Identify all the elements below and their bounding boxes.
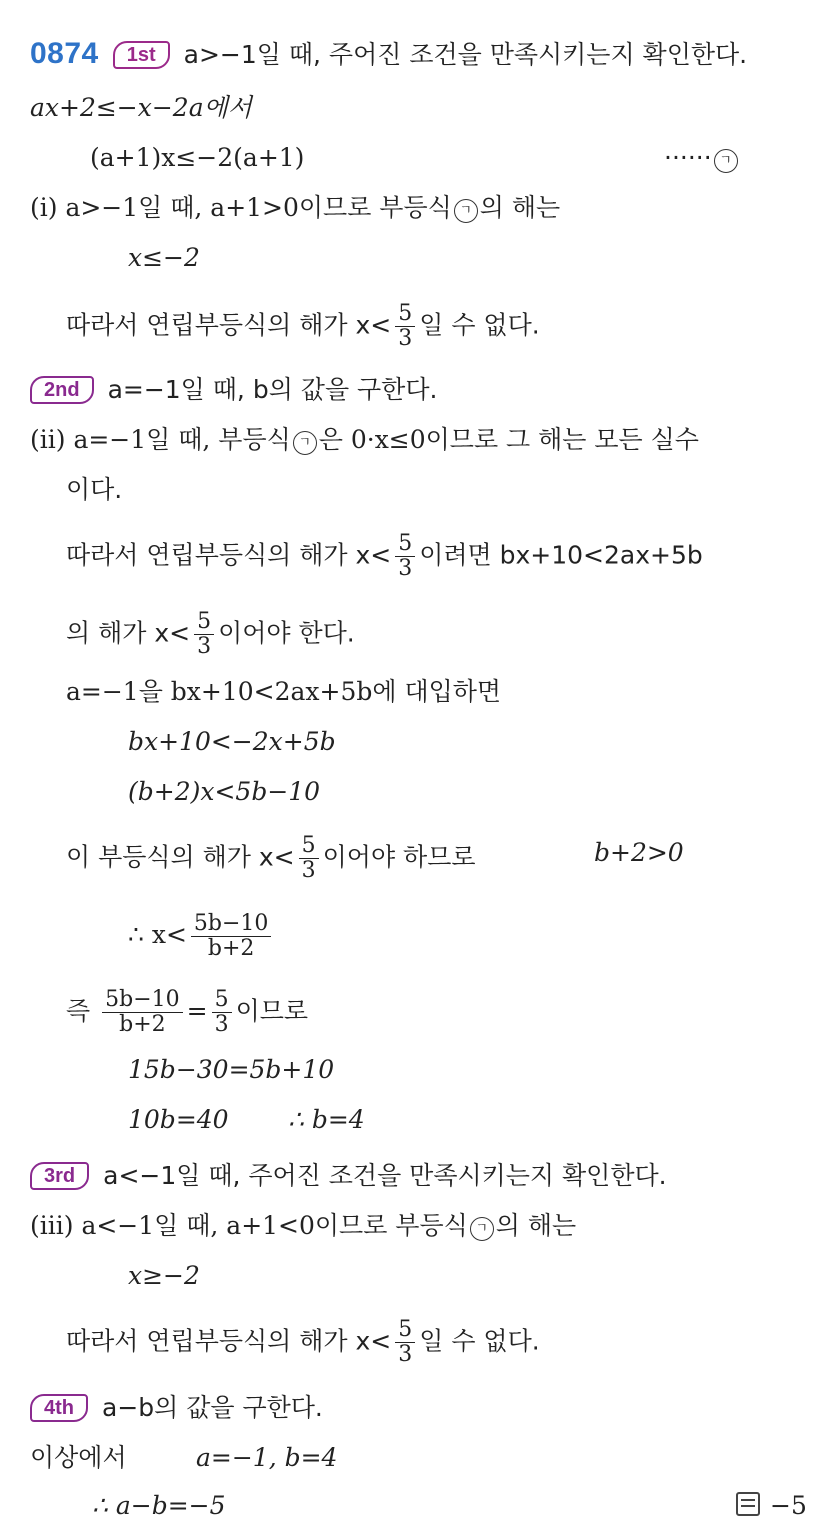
conclusion-text-end: 일 수 없다. (419, 310, 540, 340)
step1-line3 (30, 192, 560, 224)
case-iii-text-end: 의 해는 (495, 1211, 577, 1240)
denominator: b+2 (119, 1012, 166, 1037)
fraction (395, 302, 415, 351)
circle-giyeok-icon: ㄱ (714, 149, 738, 173)
numerator: 5 (194, 610, 214, 635)
dots: ······ (664, 143, 712, 172)
fraction (395, 1318, 415, 1367)
circle-giyeok-icon: ㄱ (470, 1217, 494, 1241)
denominator: 3 (398, 556, 413, 581)
answer (736, 1490, 807, 1522)
answer-value: −5 (770, 1491, 807, 1520)
fraction (299, 834, 319, 883)
step4-line2: ∴ a−b=−5 (92, 1491, 226, 1520)
text: 즉 (66, 996, 91, 1026)
step2-line12a: 10b=40 (128, 1105, 229, 1134)
denominator: 3 (214, 1012, 229, 1037)
denominator: 3 (398, 326, 413, 351)
step-badge-4th: 4th (30, 1394, 88, 1422)
case-ii-text-end: 은 0·x≤0이므로 그 해는 모든 실수 (318, 425, 699, 454)
circle-giyeok-icon: ㄱ (454, 199, 478, 223)
fraction (194, 610, 214, 659)
text-end: 이려면 bx+10<2ax+5b (419, 540, 703, 570)
fraction (191, 912, 272, 961)
numerator: 5 (395, 1318, 415, 1343)
problem-number: 0874 (30, 37, 99, 70)
step2-line11: 15b−30=5b+10 (128, 1055, 335, 1084)
numerator: 5b−10 (102, 988, 183, 1013)
answer-icon (736, 1492, 760, 1516)
equals: = (186, 996, 208, 1026)
numerator: 5 (212, 988, 232, 1013)
fraction (212, 988, 232, 1037)
step1-line2-tag (664, 142, 740, 174)
step-badge-2nd: 2nd (30, 376, 94, 404)
case-i-text: (i) a>−1일 때, a+1>0이므로 부등식 (30, 193, 452, 222)
step3-title: a<−1일 때, 주어진 조건을 만족시키는지 확인한다. (103, 1161, 667, 1190)
step1-line1: ax+2≤−x−2a에서 (30, 93, 252, 122)
text-end: 이므로 (235, 996, 309, 1026)
case-i-text-end: 의 해는 (479, 193, 561, 222)
step2-line8 (66, 834, 476, 883)
step3-line3 (66, 1318, 540, 1367)
text: 이 부등식의 해가 x< (66, 842, 295, 872)
denominator: b+2 (207, 936, 255, 961)
step2-line9 (128, 912, 275, 961)
step2-title: a=−1일 때, b의 값을 구한다. (107, 375, 438, 404)
step3-line2: x≥−2 (128, 1261, 200, 1290)
numerator: 5 (395, 532, 415, 557)
text-end: 이어야 한다. (218, 618, 355, 648)
step2-line3 (66, 532, 703, 581)
step2-line8-condition: b+2>0 (594, 838, 684, 867)
step1-line2: (a+1)x≤−2(a+1) (90, 143, 305, 172)
step4-title: a−b의 값을 구한다. (102, 1393, 323, 1422)
step1-line4: x≤−2 (128, 243, 200, 272)
step2-line6: bx+10<−2x+5b (128, 727, 336, 756)
step2-header (30, 374, 437, 406)
step2-line12b: ∴ b=4 (288, 1105, 365, 1134)
step1-header (30, 38, 747, 71)
numerator: 5 (395, 302, 415, 327)
step-badge-3rd: 3rd (30, 1162, 89, 1190)
numerator: 5 (299, 834, 319, 859)
step4-line1b: a=−1, b=4 (196, 1443, 338, 1472)
denominator: 3 (301, 858, 316, 883)
step2-line4 (66, 610, 355, 659)
conclusion-text: 따라서 연립부등식의 해가 x< (66, 310, 392, 340)
denominator: 3 (197, 634, 212, 659)
step3-line1 (30, 1210, 576, 1242)
step4-header (30, 1392, 323, 1424)
numerator: 5b−10 (191, 912, 272, 937)
text-mid: 이어야 하므로 (322, 842, 476, 872)
case-ii-text: (ii) a=−1일 때, 부등식 (30, 425, 291, 454)
step2-line7: (b+2)x<5b−10 (128, 777, 321, 806)
conclusion-text: 따라서 연립부등식의 해가 x< (66, 1326, 392, 1356)
therefore-text: ∴ x< (128, 920, 187, 949)
fraction (102, 988, 183, 1037)
step3-header (30, 1160, 667, 1192)
text: 의 해가 x< (66, 618, 191, 648)
circle-giyeok-icon: ㄱ (293, 431, 317, 455)
step2-line5: a=−1을 bx+10<2ax+5b에 대입하면 (66, 677, 502, 706)
step4-line1a: 이상에서 (30, 1443, 127, 1472)
step2-line2: 이다. (66, 475, 123, 504)
step-badge-1st: 1st (113, 41, 170, 69)
step1-line5 (66, 302, 540, 351)
case-iii-text: (iii) a<−1일 때, a+1<0이므로 부등식 (30, 1211, 468, 1240)
conclusion-text-end: 일 수 없다. (419, 1326, 540, 1356)
step2-line1 (30, 424, 699, 456)
step1-title: a>−1일 때, 주어진 조건을 만족시키는지 확인한다. (183, 40, 748, 69)
text: 따라서 연립부등식의 해가 x< (66, 540, 392, 570)
fraction (395, 532, 415, 581)
step2-line10 (66, 988, 308, 1037)
denominator: 3 (398, 1342, 413, 1367)
